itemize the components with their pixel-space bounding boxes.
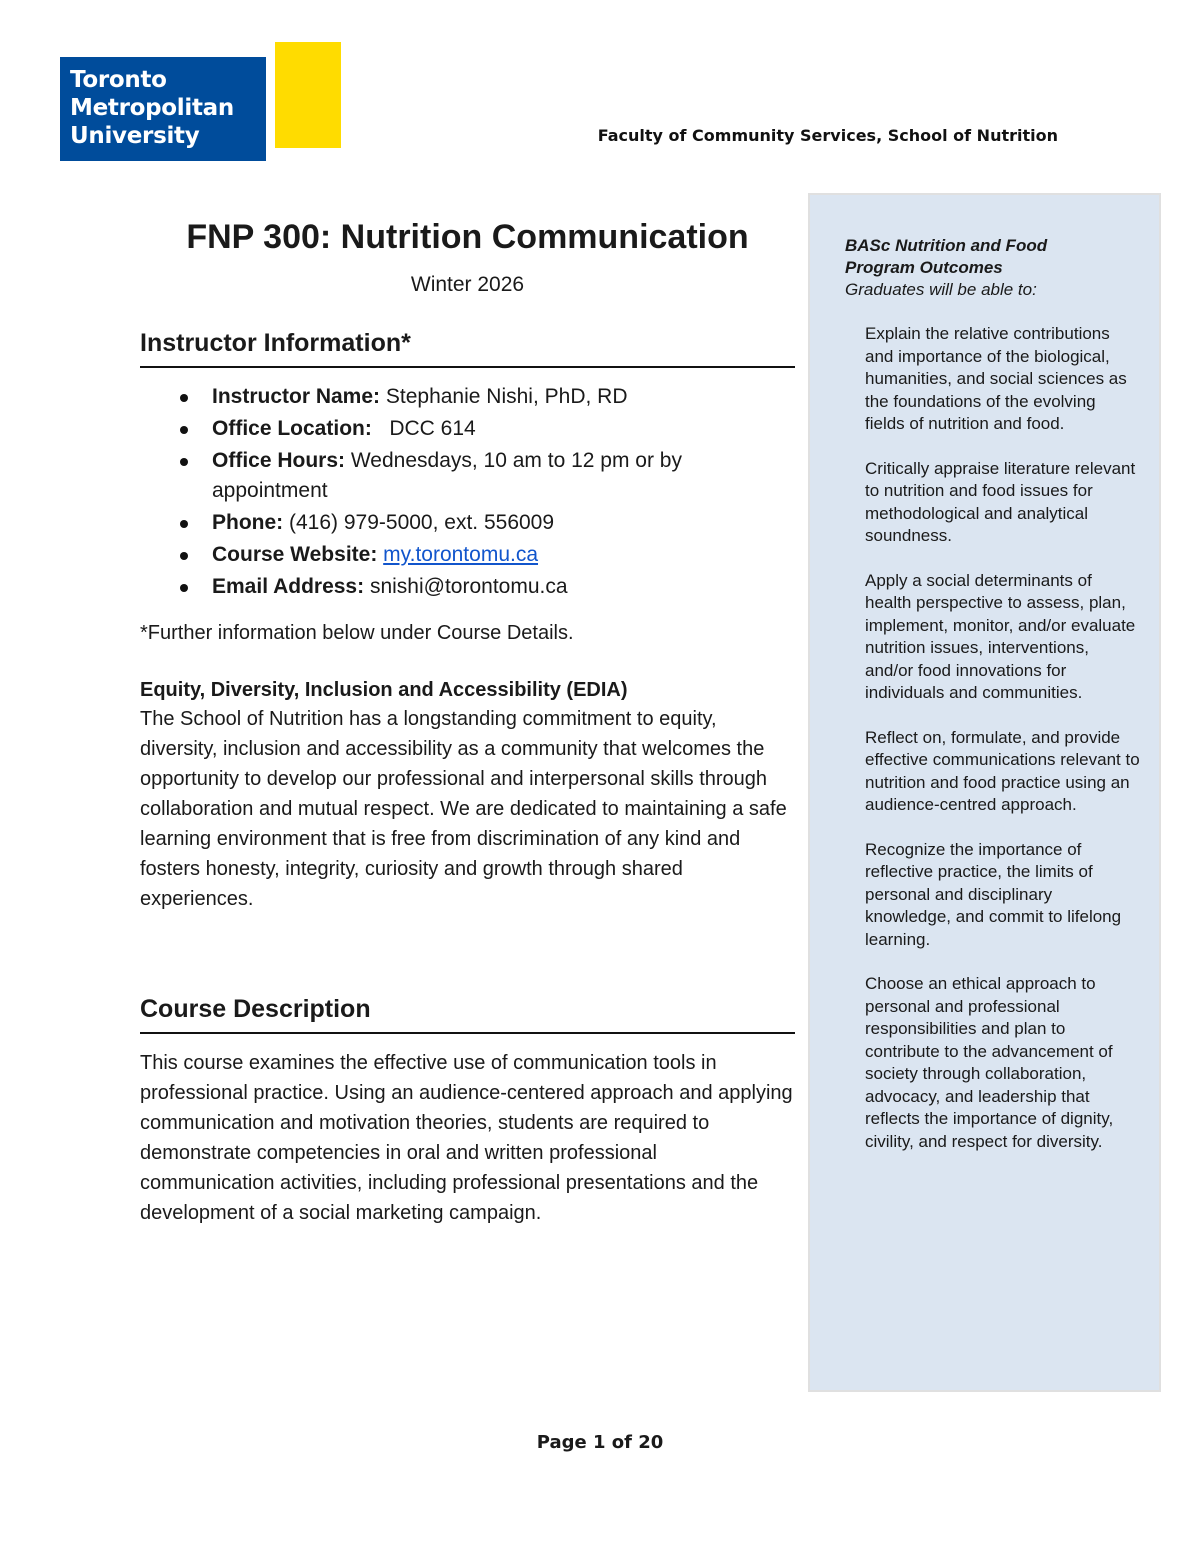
outcome-item: Recognize the importance of reflective practice, the limits of personal and disciplinary knowledge, and commit to lifelong learning. (865, 839, 1122, 949)
outcome-item: Apply a social determinants of health perspective to assess, plan, implement, monitor, and/or evaluate nutrition issues, interventions, and/or food innovations for individuals and communities. (865, 570, 1136, 702)
phone-label: Phone: (212, 511, 284, 534)
phone-value: (416) 979-5000, ext. 556009 (283, 511, 555, 534)
instructor-heading: Instructor Information* (140, 328, 795, 368)
office-hours-value: Wednesdays, 10 am to 12 pm or by appointment (212, 449, 682, 502)
course-description-body: This course examines the effective use of communication tools in professional practice. Using an audience-centered approach and applying communication and motivation theories, students are required to demonstrate competencies in oral and written professional communication activities, including professional presentations and the development of a social marketing campaign. (140, 1052, 793, 1224)
course-term: Winter 2026 (410, 273, 525, 296)
faculty-header: Faculty of Community Services, School of Nutrition (597, 126, 1058, 145)
page-number: Page 1 of 20 (536, 1432, 664, 1453)
program-outcomes-sidebar (808, 193, 1161, 1392)
phone-item (140, 508, 795, 538)
logo-line-1: Toronto (70, 67, 167, 93)
email-label: Email Address: (212, 575, 365, 598)
office-location-label: Office Location: (212, 417, 372, 440)
instructor-name-label: Instructor Name: (212, 385, 381, 408)
instructor-name-value: Stephanie Nishi, PhD, RD (380, 385, 628, 408)
email-item (140, 572, 795, 602)
office-location-value: DCC 614 (371, 417, 476, 440)
instructor-note: *Further information below under Course Details. (140, 622, 574, 644)
course-description-heading: Course Description (140, 994, 795, 1034)
logo-blue-block (60, 57, 266, 161)
course-website-label: Course Website: (212, 543, 378, 566)
logo-line-3: University (70, 123, 200, 149)
outcome-item: Critically appraise literature relevant to nutrition and food issues for methodological and analytical soundness. (865, 458, 1136, 545)
course-website-link[interactable]: my.torontomu.ca (383, 543, 539, 566)
logo-line-2: Metropolitan (70, 95, 234, 121)
email-value: snishi@torontomu.ca (364, 575, 568, 598)
course-website-item (140, 540, 795, 570)
office-hours-label: Office Hours: (212, 449, 346, 472)
edia-heading: Equity, Diversity, Inclusion and Accessibility (EDIA) (140, 679, 628, 701)
outcome-item: Choose an ethical approach to personal and professional responsibilities and plan to contribute to the advancement of society through collaboration, advocacy, and leadership that reflects the importance of dignity, civility, and respect for diversity. (865, 974, 1114, 1151)
office-location-item (140, 414, 795, 444)
edia-body: The School of Nutrition has a longstanding commitment to equity, diversity, inclusion and accessibility as a community that welcomes the opportunity to develop our professional and interpersonal skills through collaboration and mutual respect. We are dedicated to maintaining a safe learning environment that is free from discrimination of any kind and fosters honesty, integrity, curiosity and growth through shared experiences. (140, 708, 787, 910)
main-content (140, 210, 795, 1228)
course-title: FNP 300: Nutrition Communication (186, 218, 749, 256)
logo-yellow-block (275, 42, 341, 148)
instructor-list (140, 382, 795, 602)
instructor-name-item (140, 382, 795, 412)
university-logo (60, 42, 282, 164)
sidebar-subheading: Graduates will be able to: (845, 280, 1037, 299)
office-hours-item (140, 446, 795, 506)
outcome-item: Explain the relative contributions and importance of the biological, humanities, and social sciences as the foundations of the evolving fields of nutrition and food. (865, 324, 1127, 433)
sidebar-heading: BASc Nutrition and Food Program Outcomes (845, 236, 1048, 277)
outcome-item: Reflect on, formulate, and provide effective communications relevant to nutrition and food practice using an audience-centred approach. (865, 727, 1140, 814)
